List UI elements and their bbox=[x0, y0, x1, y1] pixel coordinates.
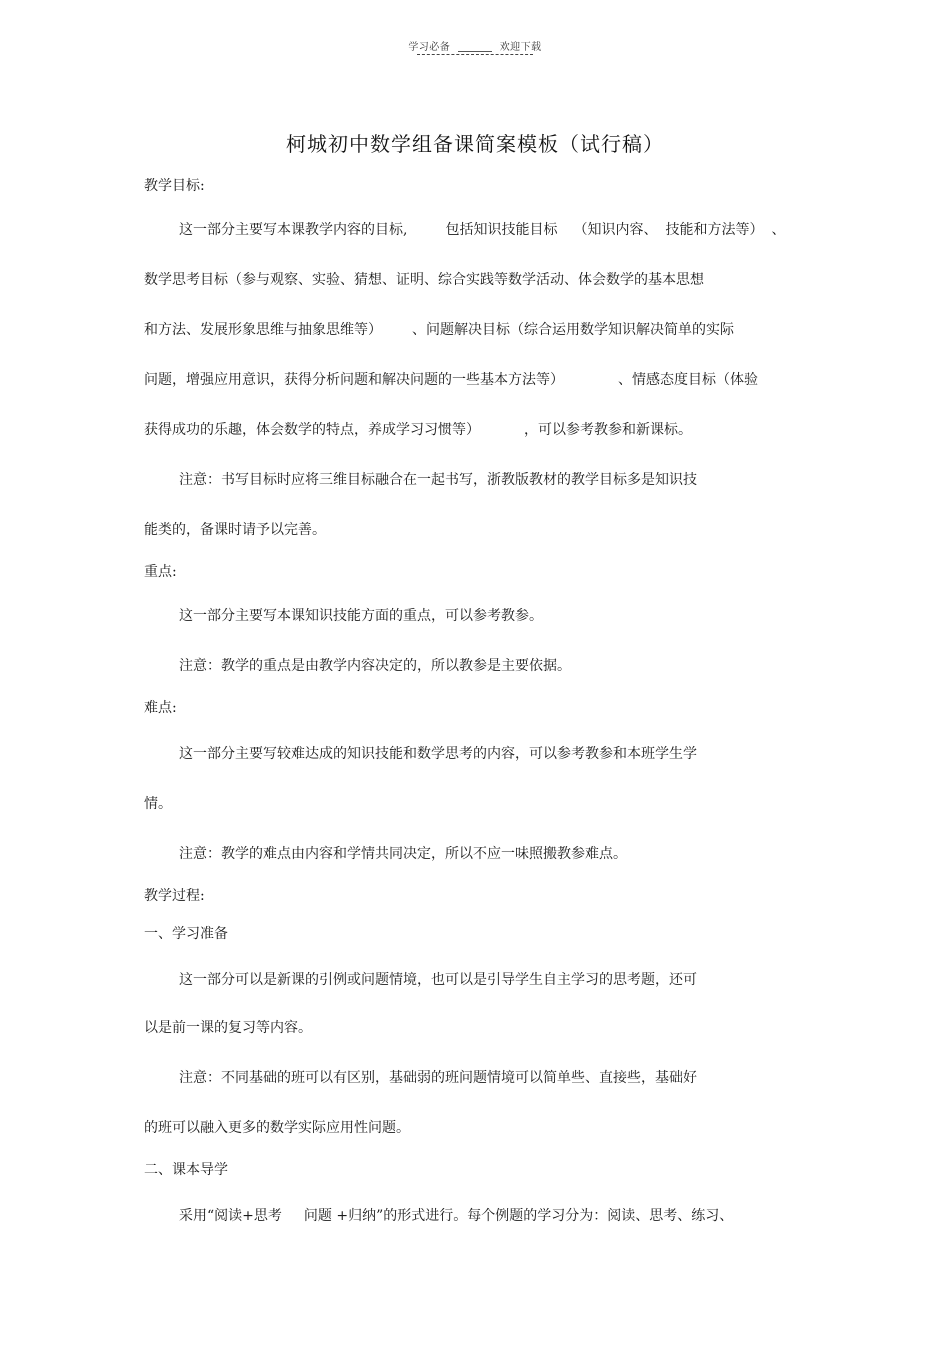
section-2-text-segment: 采用“阅读+思考 bbox=[179, 1208, 282, 1224]
goal-text-segment: 、情感态度目标（体验 bbox=[618, 372, 758, 388]
section-1-note-line-2: 的班可以融入更多的数学实际应用性问题。 bbox=[144, 1120, 410, 1136]
key-point-heading: 重点: bbox=[144, 564, 177, 580]
goal-paragraph-line-4 bbox=[144, 372, 758, 388]
difficulty-note: 注意：教学的难点由内容和学情共同决定，所以不应一味照搬教参难点。 bbox=[179, 846, 627, 862]
page-header bbox=[0, 38, 950, 53]
goal-heading: 教学目标: bbox=[144, 178, 205, 194]
goal-note-line-2: 能类的，备课时请予以完善。 bbox=[144, 522, 326, 538]
goal-paragraph-line-5 bbox=[144, 422, 692, 438]
difficulty-heading: 难点: bbox=[144, 700, 177, 716]
section-1-heading: 一、学习准备 bbox=[144, 926, 228, 942]
goal-text-segment: 获得成功的乐趣，体会数学的特点，养成学习习惯等） bbox=[144, 422, 480, 438]
goal-text-segment: ，可以参考教参和新课标。 bbox=[524, 422, 692, 438]
goal-text-segment: 包括知识技能目标 bbox=[445, 222, 558, 238]
goal-text-segment: 这一部分主要写本课教学内容的目标, bbox=[179, 222, 408, 238]
key-point-note: 注意：教学的重点是由教学内容决定的，所以教参是主要依据。 bbox=[179, 658, 571, 674]
goal-text-segment: 、 bbox=[771, 222, 786, 238]
header-right-text: 欢迎下载 bbox=[499, 42, 542, 53]
section-2-paragraph-line-1 bbox=[179, 1208, 733, 1224]
goal-text-segment: （知识内容、 bbox=[573, 222, 658, 238]
section-1-paragraph-line-1: 这一部分可以是新课的引例或问题情境，也可以是引导学生自主学习的思考题，还可 bbox=[179, 972, 697, 988]
goal-text-segment: 问题，增强应用意识，获得分析问题和解决问题的一些基本方法等） bbox=[144, 372, 564, 388]
section-2-heading: 二、课本导学 bbox=[144, 1162, 228, 1178]
section-2-text-segment: 问题 +归纳”的形式进行。每个例题的学习分为：阅读、思考、练习、 bbox=[303, 1208, 734, 1224]
goal-text-segment: 和方法、发展形象思维与抽象思维等） bbox=[144, 322, 382, 338]
goal-note-line-1: 注意：书写目标时应将三维目标融合在一起书写，浙教版教材的教学目标多是知识技 bbox=[179, 472, 697, 488]
key-point-paragraph: 这一部分主要写本课知识技能方面的重点，可以参考教参。 bbox=[179, 608, 543, 624]
header-left-text: 学习必备 bbox=[408, 42, 451, 53]
header-separator bbox=[458, 51, 492, 52]
document-title: 柯城初中数学组备课简案模板（试行稿） bbox=[286, 132, 664, 156]
section-1-note-line-1: 注意：不同基础的班可以有区别，基础弱的班问题情境可以简单些、直接些，基础好 bbox=[179, 1070, 697, 1086]
goal-paragraph-line-1 bbox=[179, 222, 785, 238]
difficulty-paragraph-line-1: 这一部分主要写较难达成的知识技能和数学思考的内容，可以参考教参和本班学生学 bbox=[179, 746, 697, 762]
goal-text-segment: 、问题解决目标（综合运用数学知识解决简单的实际 bbox=[412, 322, 734, 338]
header-rule bbox=[417, 54, 533, 55]
goal-paragraph-line-2: 数学思考目标（参与观察、实验、猜想、证明、综合实践等数学活动、体会数学的基本思想 bbox=[144, 272, 704, 288]
process-heading: 教学过程: bbox=[144, 888, 205, 904]
goal-paragraph-line-3 bbox=[144, 322, 734, 338]
difficulty-paragraph-line-2: 情。 bbox=[144, 796, 172, 812]
section-1-paragraph-line-2: 以是前一课的复习等内容。 bbox=[144, 1020, 312, 1036]
goal-text-segment: 技能和方法等） bbox=[665, 222, 764, 238]
